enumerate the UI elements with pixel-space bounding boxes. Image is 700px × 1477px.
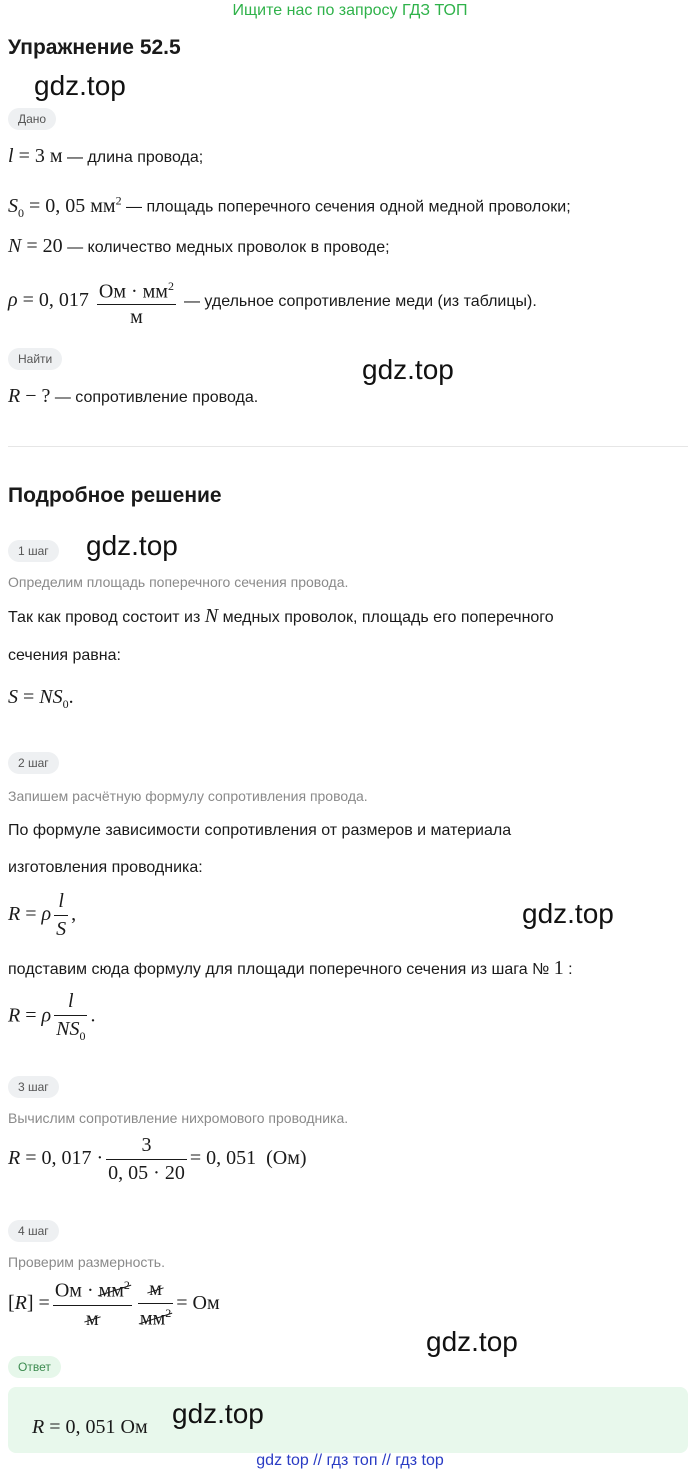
- formula-n-inline: N: [204, 605, 219, 627]
- step1-text-line2: сечения равна:: [8, 647, 121, 664]
- step2-text-c: подставим сюда формулу для площади поперечного сечения из шага №: [8, 961, 550, 978]
- step2-text-line3: подставим сюда формулу для площади поперечного сечения из шага № 1 :: [8, 957, 573, 979]
- given-length: [8, 146, 203, 168]
- top-banner[interactable]: Ищите нас по запросу ГДЗ ТОП: [232, 2, 468, 19]
- watermark: gdz.top: [522, 898, 614, 929]
- find-badge: Найти: [8, 348, 62, 370]
- formula-l: l = 3 м: [8, 145, 63, 167]
- watermark: gdz.top: [426, 1326, 518, 1357]
- formula-r-rho-l-ns0: R = ρ $\frac{l}{NS_0}$ .: [8, 990, 96, 1043]
- step1-text-line1: [8, 606, 554, 628]
- step4-badge: 4 шаг: [8, 1220, 59, 1242]
- footer-links[interactable]: gdz top // гдз топ // гдз top: [256, 1452, 444, 1469]
- watermark: gdz.top: [34, 70, 126, 101]
- step2-caption: Запишем расчётную формулу сопротивления провода.: [8, 788, 368, 804]
- watermark: gdz.top: [362, 354, 454, 385]
- given-badge: Дано: [8, 108, 56, 130]
- formula-step-ref: 1: [553, 957, 564, 979]
- step2-text-line1: По формуле зависимости сопротивления от размеров и материала: [8, 822, 512, 839]
- given-section-area: [8, 190, 571, 223]
- given-count-text: — количество медных проволок в проводе;: [67, 239, 390, 256]
- formula-dimension-check: [R] = $\frac{Ом \cdot мм^2}{м}$ $\frac{м}{мм^2}$ = Ом: [8, 1278, 220, 1330]
- step2-text-line2: изготовления проводника:: [8, 859, 203, 876]
- answer-formula: R = 0, 051 Ом: [32, 1416, 148, 1438]
- given-section-text: — площадь поперечного сечения одной медной проволоки;: [126, 198, 571, 216]
- exercise-title: Упражнение 52.5: [8, 36, 181, 59]
- watermark: gdz.top: [172, 1398, 264, 1429]
- formula-r-rho-l-s: R = ρ $\frac{l}{S}$ ,: [8, 890, 77, 940]
- given-resistivity: [8, 276, 537, 327]
- find-resistance: [8, 386, 258, 408]
- formula-s-ns0: $S = NS_0$.: [8, 686, 74, 711]
- given-resistivity-text: — удельное сопротивление меди (из таблицы).: [183, 292, 537, 310]
- answer-badge: Ответ: [8, 1356, 61, 1378]
- formula-rho: ρ = 0, 017 $\frac{Ом \cdot мм^2}{м}$: [8, 289, 184, 311]
- step2-badge: 2 шаг: [8, 752, 59, 774]
- step1-badge: 1 шаг: [8, 540, 59, 562]
- formula-s0: $S_0 = 0$, 05 $мм^2$: [8, 193, 122, 220]
- step3-caption: Вычислим сопротивление нихромового проводника.: [8, 1110, 349, 1126]
- step1-caption: Определим площадь поперечного сечения провода.: [8, 574, 349, 590]
- formula-r-calculation: R = 0, 017 · $\frac{3}{0, 05 \cdot 20}$ = 0, 051 (Ом): [8, 1134, 307, 1184]
- step1-text-b: медных проволок, площадь его поперечного: [222, 609, 554, 626]
- given-length-text: — длина провода;: [66, 149, 204, 166]
- step4-caption: Проверим размерность.: [8, 1254, 165, 1270]
- step1-text-a: Так как провод состоит из: [8, 609, 201, 626]
- formula-r-unknown: R − ?: [8, 385, 51, 407]
- step3-badge: 3 шаг: [8, 1076, 59, 1098]
- divider: [8, 446, 688, 447]
- formula-n: N = 20: [8, 235, 63, 257]
- find-text: — сопротивление провода.: [54, 389, 259, 406]
- given-wire-count: [8, 236, 390, 258]
- solution-title: Подробное решение: [8, 484, 222, 507]
- watermark: gdz.top: [86, 530, 178, 561]
